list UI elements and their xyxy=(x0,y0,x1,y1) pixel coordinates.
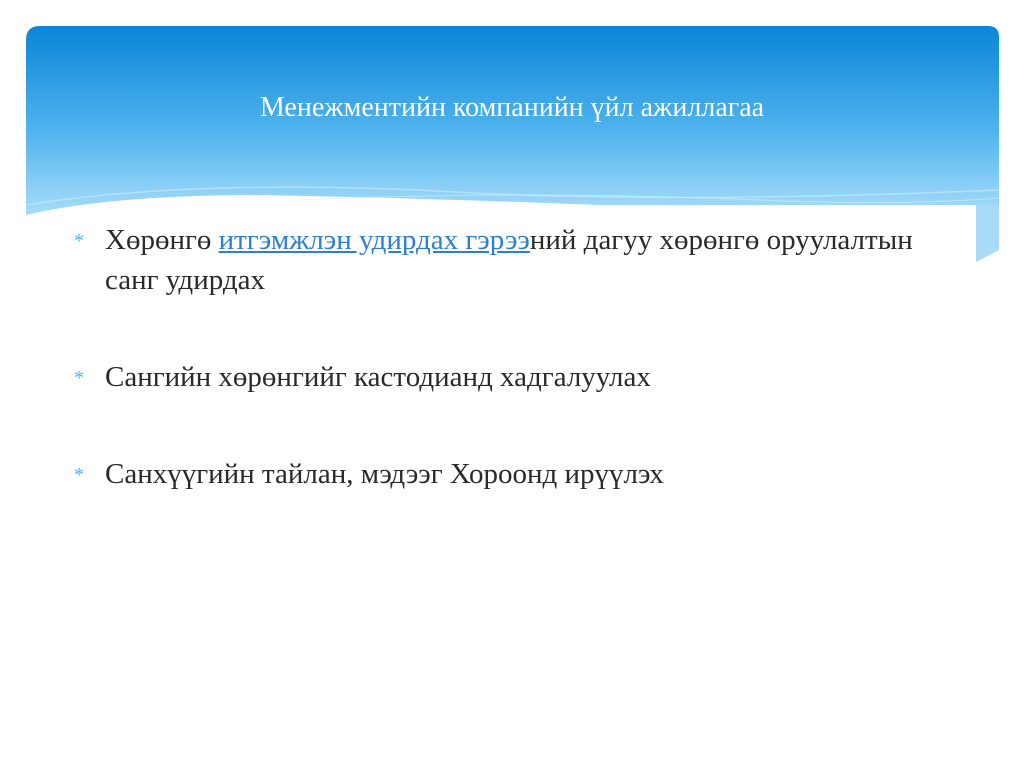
bullet-item xyxy=(74,220,924,300)
bullet-list xyxy=(74,220,924,494)
bullet-star-icon: * xyxy=(74,464,84,486)
bullet-text-before: Хөрөнгө xyxy=(105,224,219,256)
bullet-star-icon: * xyxy=(74,230,84,252)
contract-link[interactable]: итгэмжлэн удирдах гэрээ xyxy=(218,224,530,256)
slide-title: Менежментийн компанийн үйл ажиллагаа xyxy=(259,92,765,123)
bullet-star-icon: * xyxy=(74,367,84,389)
bullet-text: Сангийн хөрөнгийг кастодианд хадгалуулах xyxy=(105,361,651,393)
bullet-text-after: ний дагуу хөрөнгө оруулалтын санг удирдах xyxy=(105,224,913,296)
bullet-item xyxy=(74,357,924,397)
bullet-text: Санхүүгийн тайлан, мэдээг Хороонд ирүүлэх xyxy=(105,458,664,490)
bullet-item xyxy=(74,454,924,494)
